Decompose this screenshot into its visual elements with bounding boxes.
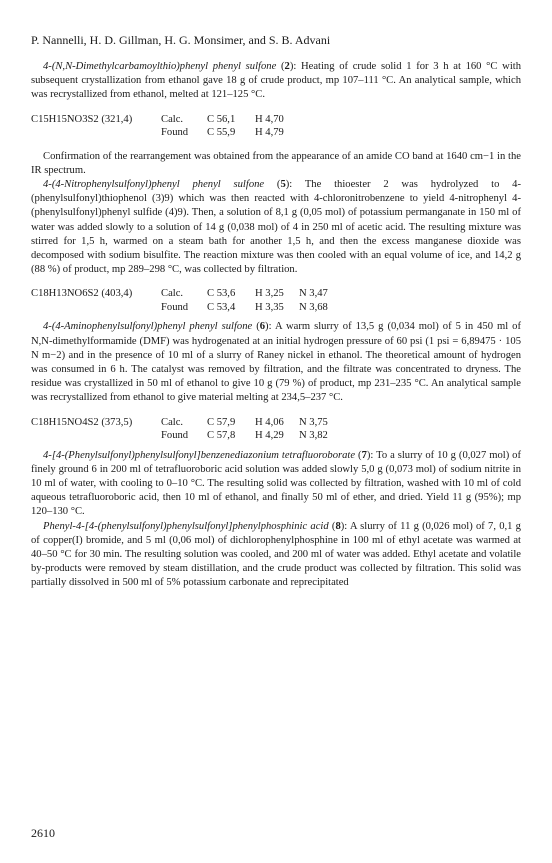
analysis-value: H 3,25 [255,288,284,300]
analysis-value [299,113,343,127]
paragraph-compound-5: 4-(4-Nitrophenylsulfonyl)phenyl phenyl sulfone (5): The thioester 2 was hydrolyzed to 4-(phenylsulfonyl)thiophenol (3)9) which was then reacted with 4-chloronitrobenzene to yield 4-nitrophenyl 4-(phenylsulfonyl)phenyl sulfide (4)9). Then, a solution of 8,1 g (0,05 mol) of potassium permanganate in 150 ml of water was added slowly to a solution of 14 g (0,038 mol) of 4 in 250 ml of acetic acid. The resulting mixture was stirred for 1,5 h, warmed on a steam bath for another 1,5 h, and then the excess manganese dioxide was decomposed with sodium bisulfite. The reaction mixture was then cooled with an equal volume of ice, and 14,2 g (88 %) of product, mp 289–298 °C, was collected by filtration. [31,179,521,276]
analysis-value: N 3,47 [299,288,328,300]
analysis-label: Found [161,127,189,139]
analysis-value [299,126,343,140]
analysis-value: C 57,9 [207,416,236,428]
analysis-label: Calc. [161,416,184,428]
analysis-label: Calc. [161,113,184,125]
paragraph-text: To a slurry of 10 g (0,027 mol) of finely ground 6 in 200 ml of tetrafluoroboric acid solution was added slowly 5,0 g (0,073 mol) of sodium nitrite in 10 ml of water, with cooling to 0–10 °C. The resulting solid was collected by filtration, washed with 10 ml of cold aqueous tetrafluoroboric acid, then 10 ml of ethanol, and finally 50 ml of ether, and dried. Yield 11 g (95%); mp 120–130 °C. [31,449,522,518]
compound-title: 4-(4-Nitrophenylsulfonyl)phenyl phenyl sulfone [43,179,265,191]
elemental-analysis [31,113,521,140]
analysis-value: N 3,82 [299,430,328,442]
article-body [31,60,521,591]
elemental-analysis [31,287,521,314]
paragraph-compound-7: 4-[4-(Phenylsulfonyl)phenylsulfonyl]benzenediazonium tetrafluoroborate (7): To a slurry of 10 g (0,027 mol) of finely ground 6 in 200 ml of tetrafluoroboric acid solution was added slowly 5,0 g (0,073 mol) of sodium nitrite in 10 ml of water, with cooling to 0–10 °C. The resulting solid was collected by filtration, washed with 10 ml of cold aqueous tetrafluoroboric acid, then 10 ml of ethanol, and finally 50 ml of ether, and dried. Yield 11 g (95%); mp 120–130 °C. [31,449,522,518]
paragraph-text: A warm slurry of 13,5 g (0,034 mol) of 5 in 450 ml of N,N-dimethylformamide (DMF) was hydrogenated at an initial hydrogen pressure of 60 psi (1 psi = 6,89475 · 105 N m−2) and in the presence of 10 ml of a slurry of Raney nickel in ethanol. The theoretical amount of hydrogen was consumed in 6 h. The catalyst was removed by filtration, and the filtrate was concentrated to dryness. The residue was crystallized in 50 ml of ethanol to give 10 g (79 %) of product, mp 231–235 °C. An analytical sample was recrystallized from ethanol to give material melting at 234,5–237 °C. [31,321,522,404]
elemental-analysis [31,416,521,443]
analysis-value: N 3,68 [299,301,328,313]
analysis-label: Found [161,301,189,313]
compound-title: 4-[4-(Phenylsulfonyl)phenylsulfonyl]benzenediazonium tetrafluoroborate [43,449,356,461]
compound-number: 6 [259,321,266,333]
formula: C18H13NO6S2 (403,4) [31,288,133,300]
formula: C15H15NO3S2 (321,4) [31,113,133,125]
compound-title: Phenyl-4-[4-(phenylsulfonyl)phenylsulfonyl]phenylphosphinic acid [43,520,329,532]
paragraph-text: Heating of crude solid 1 for 3 h at 160 °C with subsequent crystallization from ethanol gave 18 g of crude product, mp 107–111 °C. An analytical sample, which was recrystallized from ethanol, melted at 121–125 °C. [31,61,522,101]
analysis-label: Calc. [161,288,184,300]
page-number: 2610 [31,826,55,840]
analysis-value: H 3,35 [255,301,284,313]
paragraph-confirmation: Confirmation of the rearrangement was obtained from the appearance of an amide CO band at 1640 cm−1 in the IR spectrum. [31,150,521,176]
paragraph-text: The thioester 2 was hydrolyzed to 4-(phenylsulfonyl)thiophenol (3)9) which was then reacted with 4-chloronitrobenzene to yield 4-nitrophenyl 4-(phenylsulfonyl)phenyl sulfide (4)9). Then, a solution of 8,1 g (0,05 mol) of potassium permanganate in 150 ml of water was added slowly to a solution of 14 g (0,038 mol) of 4 in 250 ml of acetic acid. The resulting mixture was stirred for 1,5 h, warmed on a steam bath for another 1,5 h, and then the excess manganese dioxide was decomposed with sodium bisulfite. The reaction mixture was then cooled with an equal volume of ice, and 14,2 g (88 %) of product, mp 289–298 °C, was collected by filtration. [31,179,521,276]
analysis-label: Found [161,430,189,442]
analysis-value: H 4,29 [255,430,284,442]
analysis-value: C 55,9 [207,127,236,139]
analysis-value: H 4,06 [255,416,284,428]
compound-title: 4-(N,N-Dimethylcarbamoylthio)phenyl phenyl sulfone [43,61,277,72]
analysis-value: N 3,75 [299,416,328,428]
analysis-value: C 57,8 [207,430,236,442]
analysis-value: H 4,79 [255,127,284,139]
compound-number: 2 [284,61,290,72]
formula: C18H15NO4S2 (373,5) [31,416,133,428]
compound-number: 8 [335,520,341,532]
running-header: P. Nannelli, H. D. Gillman, H. G. Monsimer, and S. B. Advani [31,33,331,47]
paragraph-compound-6: 4-(4-Aminophenylsulfonyl)phenyl phenyl sulfone (6): A warm slurry of 13,5 g (0,034 mol) of 5 in 450 ml of N,N-dimethylformamide (DMF) was hydrogenated at an initial hydrogen pressure of 60 psi (1 psi = 6,89475 · 105 N m−2) and in the presence of 10 ml of a slurry of Raney nickel in ethanol. The theoretical amount of hydrogen was consumed in 6 h. The catalyst was removed by filtration, and the filtrate was concentrated to dryness. The residue was crystallized in 50 ml of ethanol to give 10 g (79 %) of product, mp 231–235 °C. An analytical sample was recrystallized from ethanol to give material melting at 234,5–237 °C. [31,321,522,404]
compound-number: 5 [280,179,286,191]
paragraph-text: A slurry of 11 g (0,026 mol) of 7, 0,1 g of copper(I) bromide, and 5 ml (0,06 mol) of dichlorophenylphosphine in 100 ml of ethyl acetate was warmed at 40–50 °C for 30 min. The resulting solution was cooled, and 200 ml of water was added. Ethyl acetate and volatile by-products were removed by steam distillation, and the crude product was collected by filtration. This solid was partially dissolved in 500 ml of 5% potassium carbonate and reprecipitated [31,520,521,589]
compound-title: 4-(4-Aminophenylsulfonyl)phenyl phenyl sulfone [43,321,253,333]
paragraph-compound-8: Phenyl-4-[4-(phenylsulfonyl)phenylsulfonyl]phenylphosphinic acid (8): A slurry of 11 g (0,026 mol) of 7, 0,1 g of copper(I) bromide, and 5 ml (0,06 mol) of dichlorophenylphosphine in 100 ml of ethyl acetate was warmed at 40–50 °C for 30 min. The resulting solution was cooled, and 200 ml of water was added. Ethyl acetate and volatile by-products were removed by steam distillation, and the crude product was collected by filtration. This solid was partially dissolved in 500 ml of 5% potassium carbonate and reprecipitated [31,520,521,589]
analysis-value: C 53,4 [207,301,236,313]
analysis-value: C 56,1 [207,113,236,125]
paragraph-compound-2: 4-(N,N-Dimethylcarbamoylthio)phenyl phenyl sulfone (2): Heating of crude solid 1 for 3 h at 160 °C with subsequent crystallization from ethanol gave 18 g of crude product, mp 107–111 °C. An analytical sample, which was recrystallized from ethanol, melted at 121–125 °C. [31,61,522,101]
analysis-value: H 4,70 [255,113,284,125]
analysis-value: C 53,6 [207,288,236,300]
compound-number: 7 [361,449,367,461]
